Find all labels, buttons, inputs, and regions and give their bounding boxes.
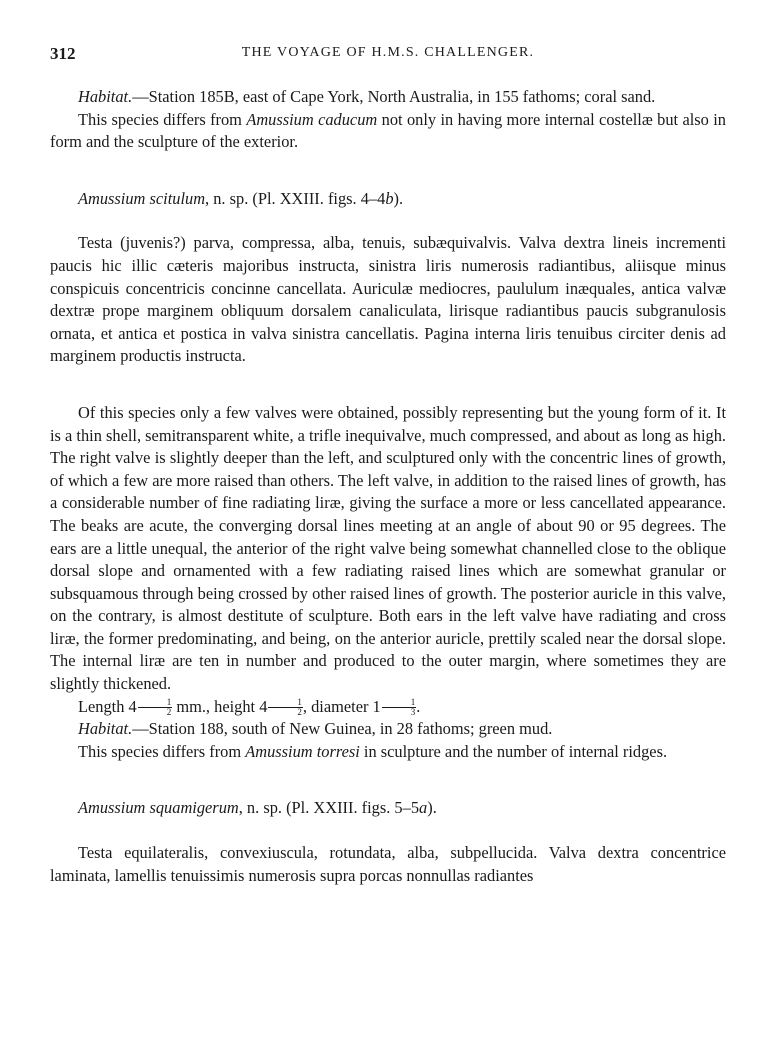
latin-description: Testa equilateralis, convexiuscula, rotundata, alba, subpellucida. Valva dextra concentrice laminata, lamellis tenuissimis numerosis supra porcas nonnullas radiantes [50,843,726,885]
habitat-paragraph [50,86,726,109]
species-reference: Amussium caducum [246,109,378,129]
species-name: Amussium scitulum [78,188,206,208]
species-heading: Amussium scitulum, n. sp. (Pl. XXIII. figs. 4–4b). [78,188,404,208]
latin-description: Testa (juvenis?) parva, compressa, alba, tenuis, subæquivalvis. Valva dextra lineis incrementi paucis hic illic cæteris majoribus instructa, sinistra liris numerosis radiantibus, aliisque minus conspicuis concentricis concinne cancellata. Auriculæ mediocres, paululum inæquales, antica valvæ dextræ prope marginem obliquum dorsalem canaliculata, lirisque radiantibus paucis subgranulosis ornata, et antica et postica in valva sinistra cancellatis. Pagina interna liris tenuibus circiter denis ad marginem productis instructa. [50,233,726,366]
comparison-paragraph: This species differs from Amussium torresi in sculpture and the number of internal ridges. [78,741,668,761]
habitat-label: Habitat. [78,87,133,106]
habitat-label: Habitat. [78,719,133,739]
running-title: THE VOYAGE OF H.M.S. CHALLENGER. [241,45,535,60]
species-name: Amussium squamigerum [78,798,239,818]
body-text [50,86,726,887]
habitat-text: —Station 185B, east of Cape York, North Australia, in 155 fathoms; coral sand. [132,87,656,106]
fraction: $\frac{1}{3}$ [382,698,417,717]
habitat-paragraph [50,718,726,741]
comparison-paragraph: This species differs from Amussium caducum not only in having more internal costellæ but also in form and the sculpture of the exterior. [50,109,726,152]
species-reference: Amussium torresi [245,741,360,761]
measurements: Length 4 $\frac{1}{2}$ mm., height 4 $\frac{1}{2}$ , diameter 1 $\frac{1}{3}$ . [78,696,421,718]
species-heading: Amussium squamigerum, n. sp. (Pl. XXIII. figs. 5–5a). [78,798,437,818]
habitat-text: —Station 188, south of New Guinea, in 28 fathoms; green mud. [132,719,553,739]
page-number: 312 [50,44,76,63]
page-header [50,44,726,68]
fraction: $\frac{1}{2}$ [268,698,303,717]
fraction: $\frac{1}{2}$ [138,698,173,717]
english-description: Of this species only a few valves were obtained, possibly representing but the young form of it. It is a thin shell, semitransparent white, a trifle inequivalve, much compressed, and about as long as high. The right valve is slightly deeper than the left, and sculptured only with the concentric lines of growth, of which a few are more raised than others. The left valve, in addition to the raised lines of growth, has a considerable number of fine radiating liræ, giving the surface a more or less cancellated appearance. The beaks are acute, the converging dorsal lines meeting at an angle of about 90 or 95 degrees. The ears are a little unequal, the anterior of the right valve being somewhat channelled close to the oblique dorsal slope and ornamented with a few radiating raised lines which are somewhat granular or subsquamous through being crossed by other raised lines of growth. The posterior auricle in this valve, on the contrary, is almost destitute of sculpture. Both ears in the left valve have radiating and cross liræ, the former predominating, and being, on the anterior auricle, prettily scaled near the dorsal slope. The internal liræ are ten in number and produced to the outer margin, where sometimes they are slightly thickened. [50,402,726,694]
